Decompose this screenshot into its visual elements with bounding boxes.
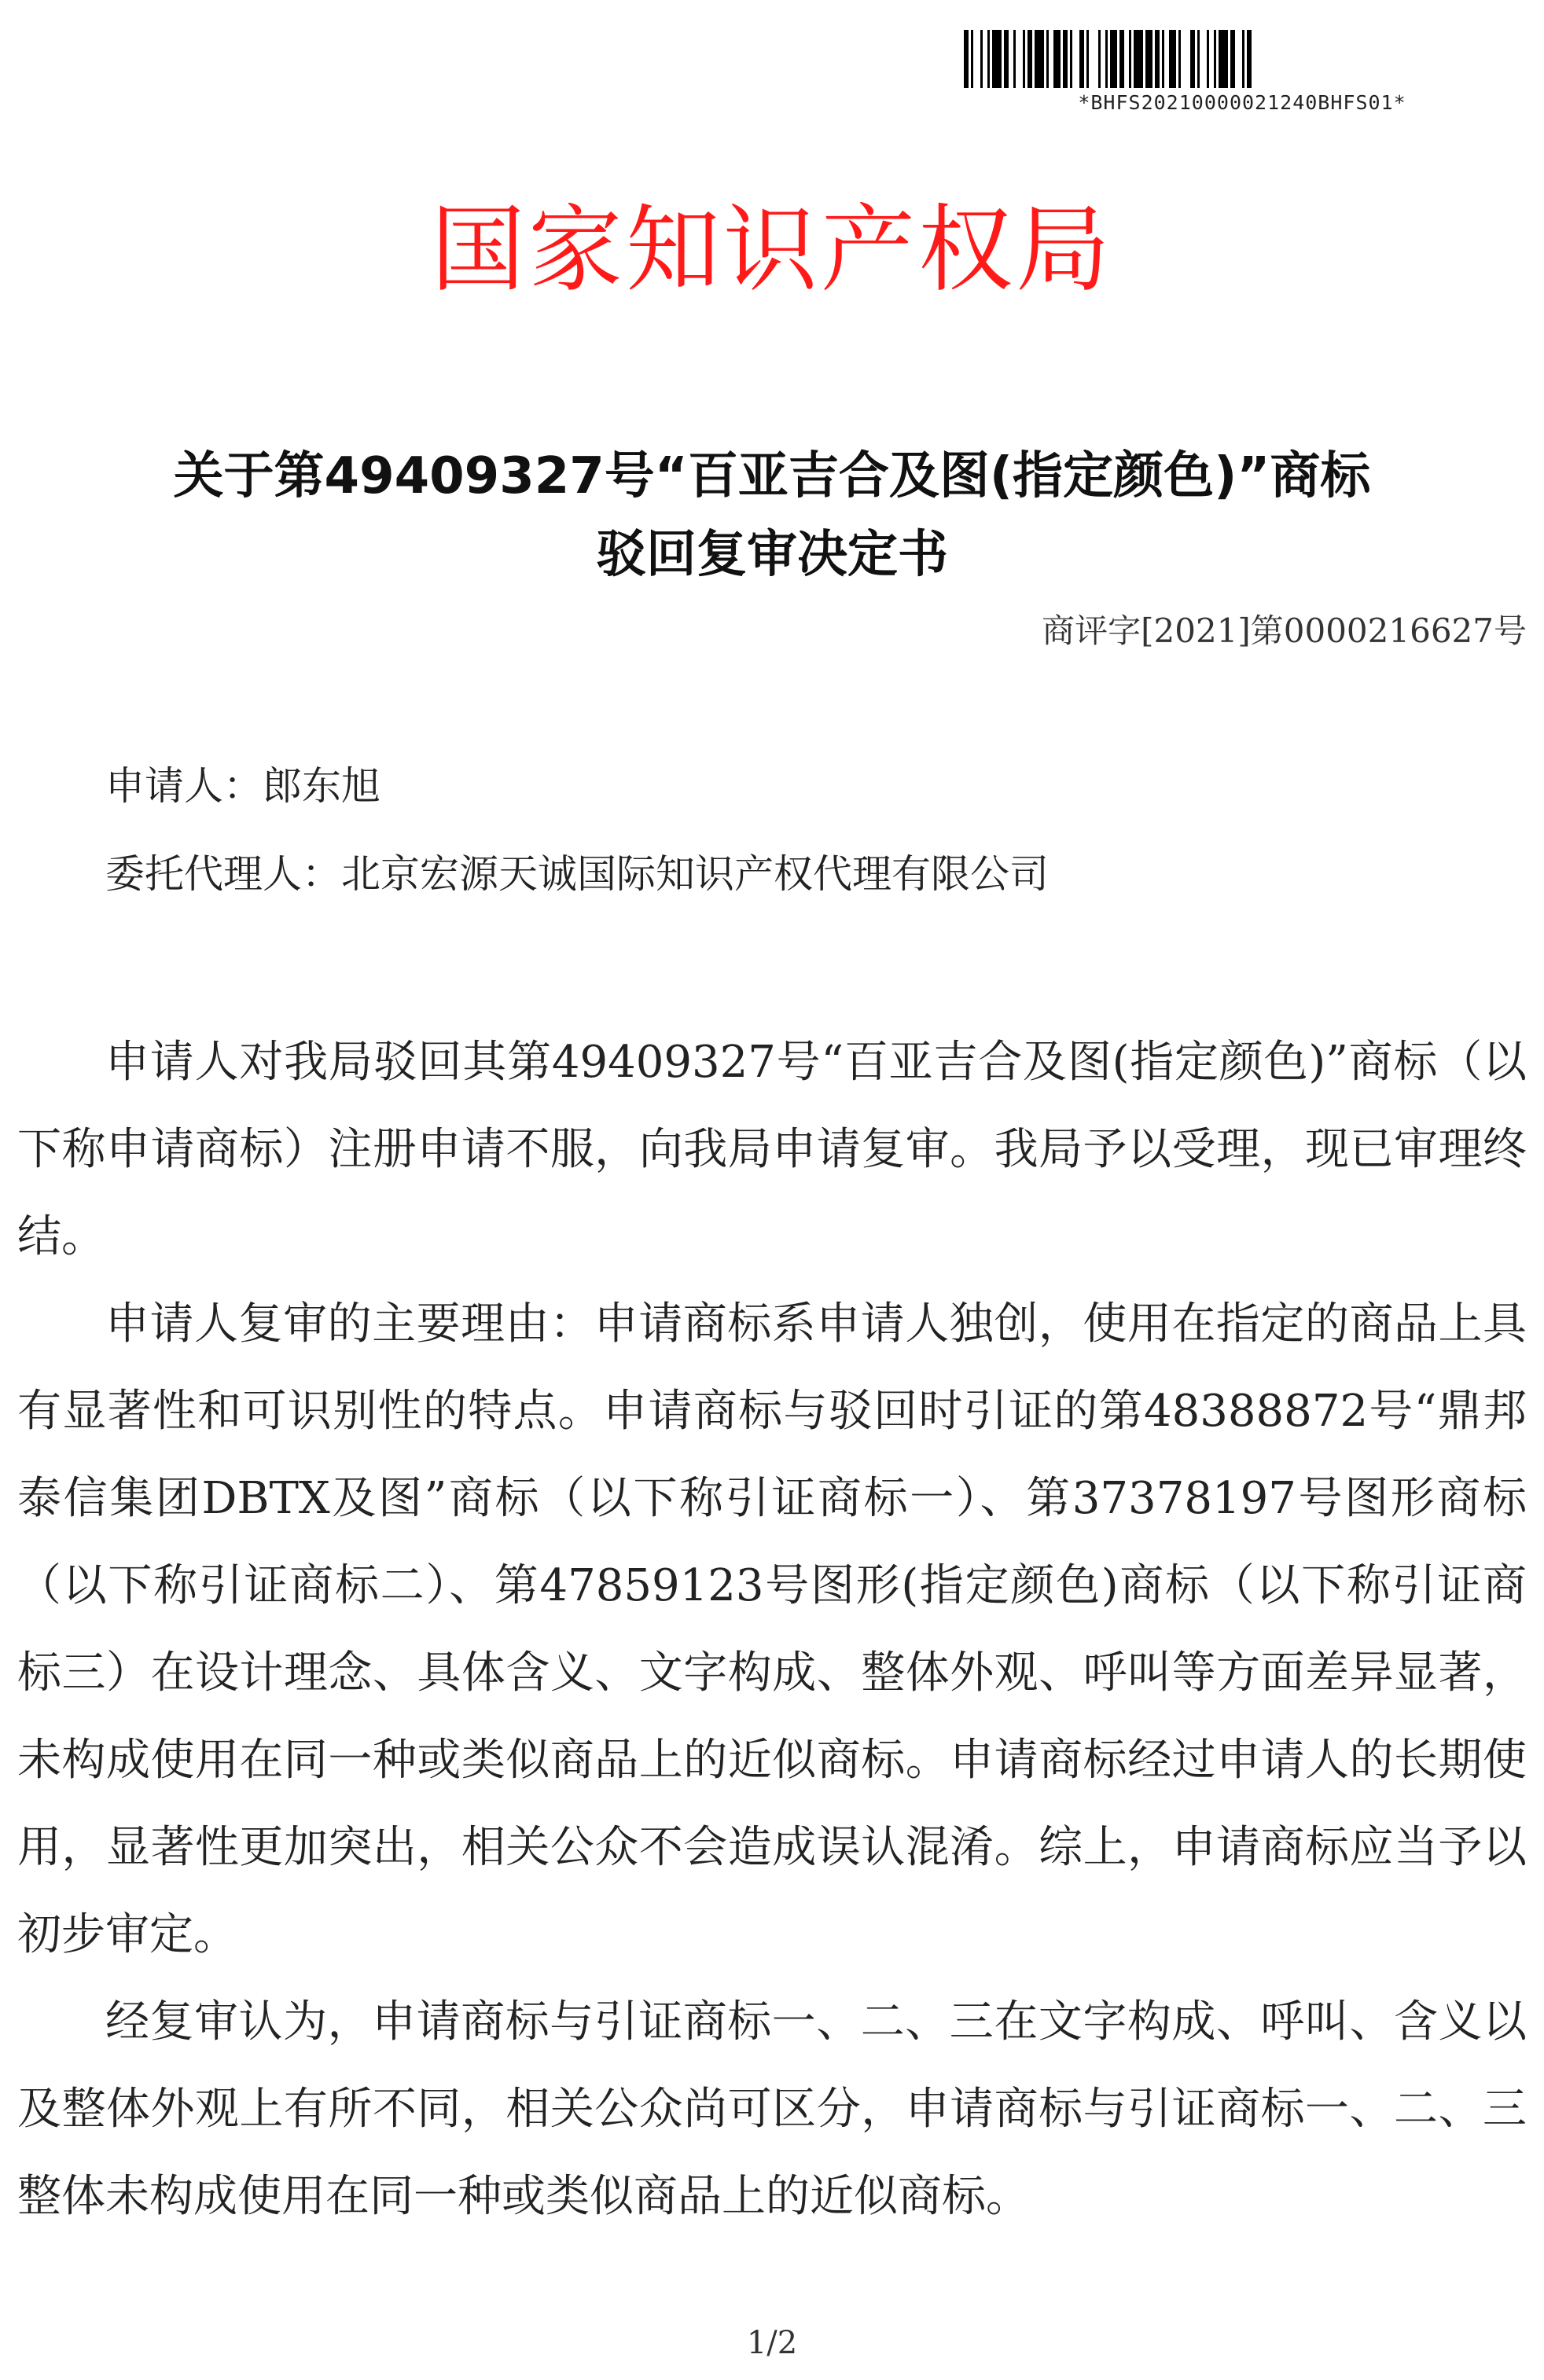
barcode-bar <box>1016 30 1023 88</box>
barcode-bar <box>1219 30 1228 88</box>
agent-line: 委托代理人：北京宏源天诚国际知识产权代理有限公司 <box>105 851 1049 897</box>
barcode-bar <box>1169 30 1176 88</box>
page-number: 1/2 <box>746 2325 798 2361</box>
barcode-text: *BHFS20210000021240BHFS01* <box>1078 91 1406 114</box>
document-title-line-1: 关于第49409327号“百亚吉合及图(指定颜色)”商标 <box>173 447 1371 505</box>
body-text <box>17 1019 1527 2240</box>
barcode-bar <box>1035 30 1044 88</box>
barcode-bar <box>1145 30 1152 88</box>
barcode-bar <box>1134 30 1143 88</box>
barcode-bar <box>1235 30 1242 88</box>
body-paragraph-3: 经复审认为，申请商标与引证商标一、二、三在文字构成、呼叫、含义以及整体外观上有所不同，相关公众尚可区分，申请商标与引证商标一、二、三整体未构成使用在同一种或类似商品上的近似商标。 <box>17 1996 1527 2222</box>
barcode-bar <box>1072 30 1079 88</box>
barcode-bar <box>992 30 1002 88</box>
body-paragraph-1: 申请人对我局驳回其第49409327号“百亚吉合及图(指定颜色)”商标（以下称申请商标）注册申请不服，向我局申请复审。我局予以受理，现已审理终结。 <box>17 1037 1527 1262</box>
barcode-bar <box>1181 30 1190 88</box>
document-number: 商评字[2021]第0000216627号 <box>1042 612 1527 650</box>
barcode-bar <box>1053 30 1061 88</box>
applicant-line: 申请人：郎东旭 <box>105 763 380 809</box>
barcode-bar <box>1110 30 1117 88</box>
office-name: 国家知识产权局 <box>431 196 1113 305</box>
barcode <box>964 30 1445 88</box>
body-paragraph-2: 申请人复审的主要理由：申请商标系申请人独创，使用在指定的商品上具有显著性和可识别性的特点。申请商标与驳回时引证的第48388872号“鼎邦泰信集团DBTX及图”商标（以下称引证商标一）、第37378197号图形商标（以下称引证商标二）、第47859123号图形(指定颜色)商标（以下称引证商标三）在设计理念、具体含义、文字构成、整体外观、呼叫等方面差异显著，未构成使用在同一种或类似商品上的近似商标。申请商标经过申请人的长期使用，显著性更加突出，相关公众不会造成误认混淆。综上，申请商标应当予以初步审定。 <box>17 1298 1527 1960</box>
document-title-line-2: 驳回复审决定书 <box>596 526 948 584</box>
barcode-bar <box>1252 30 1254 88</box>
barcode-bar <box>1200 30 1207 88</box>
barcode-bar <box>1089 30 1098 88</box>
barcode-bar <box>973 30 980 88</box>
